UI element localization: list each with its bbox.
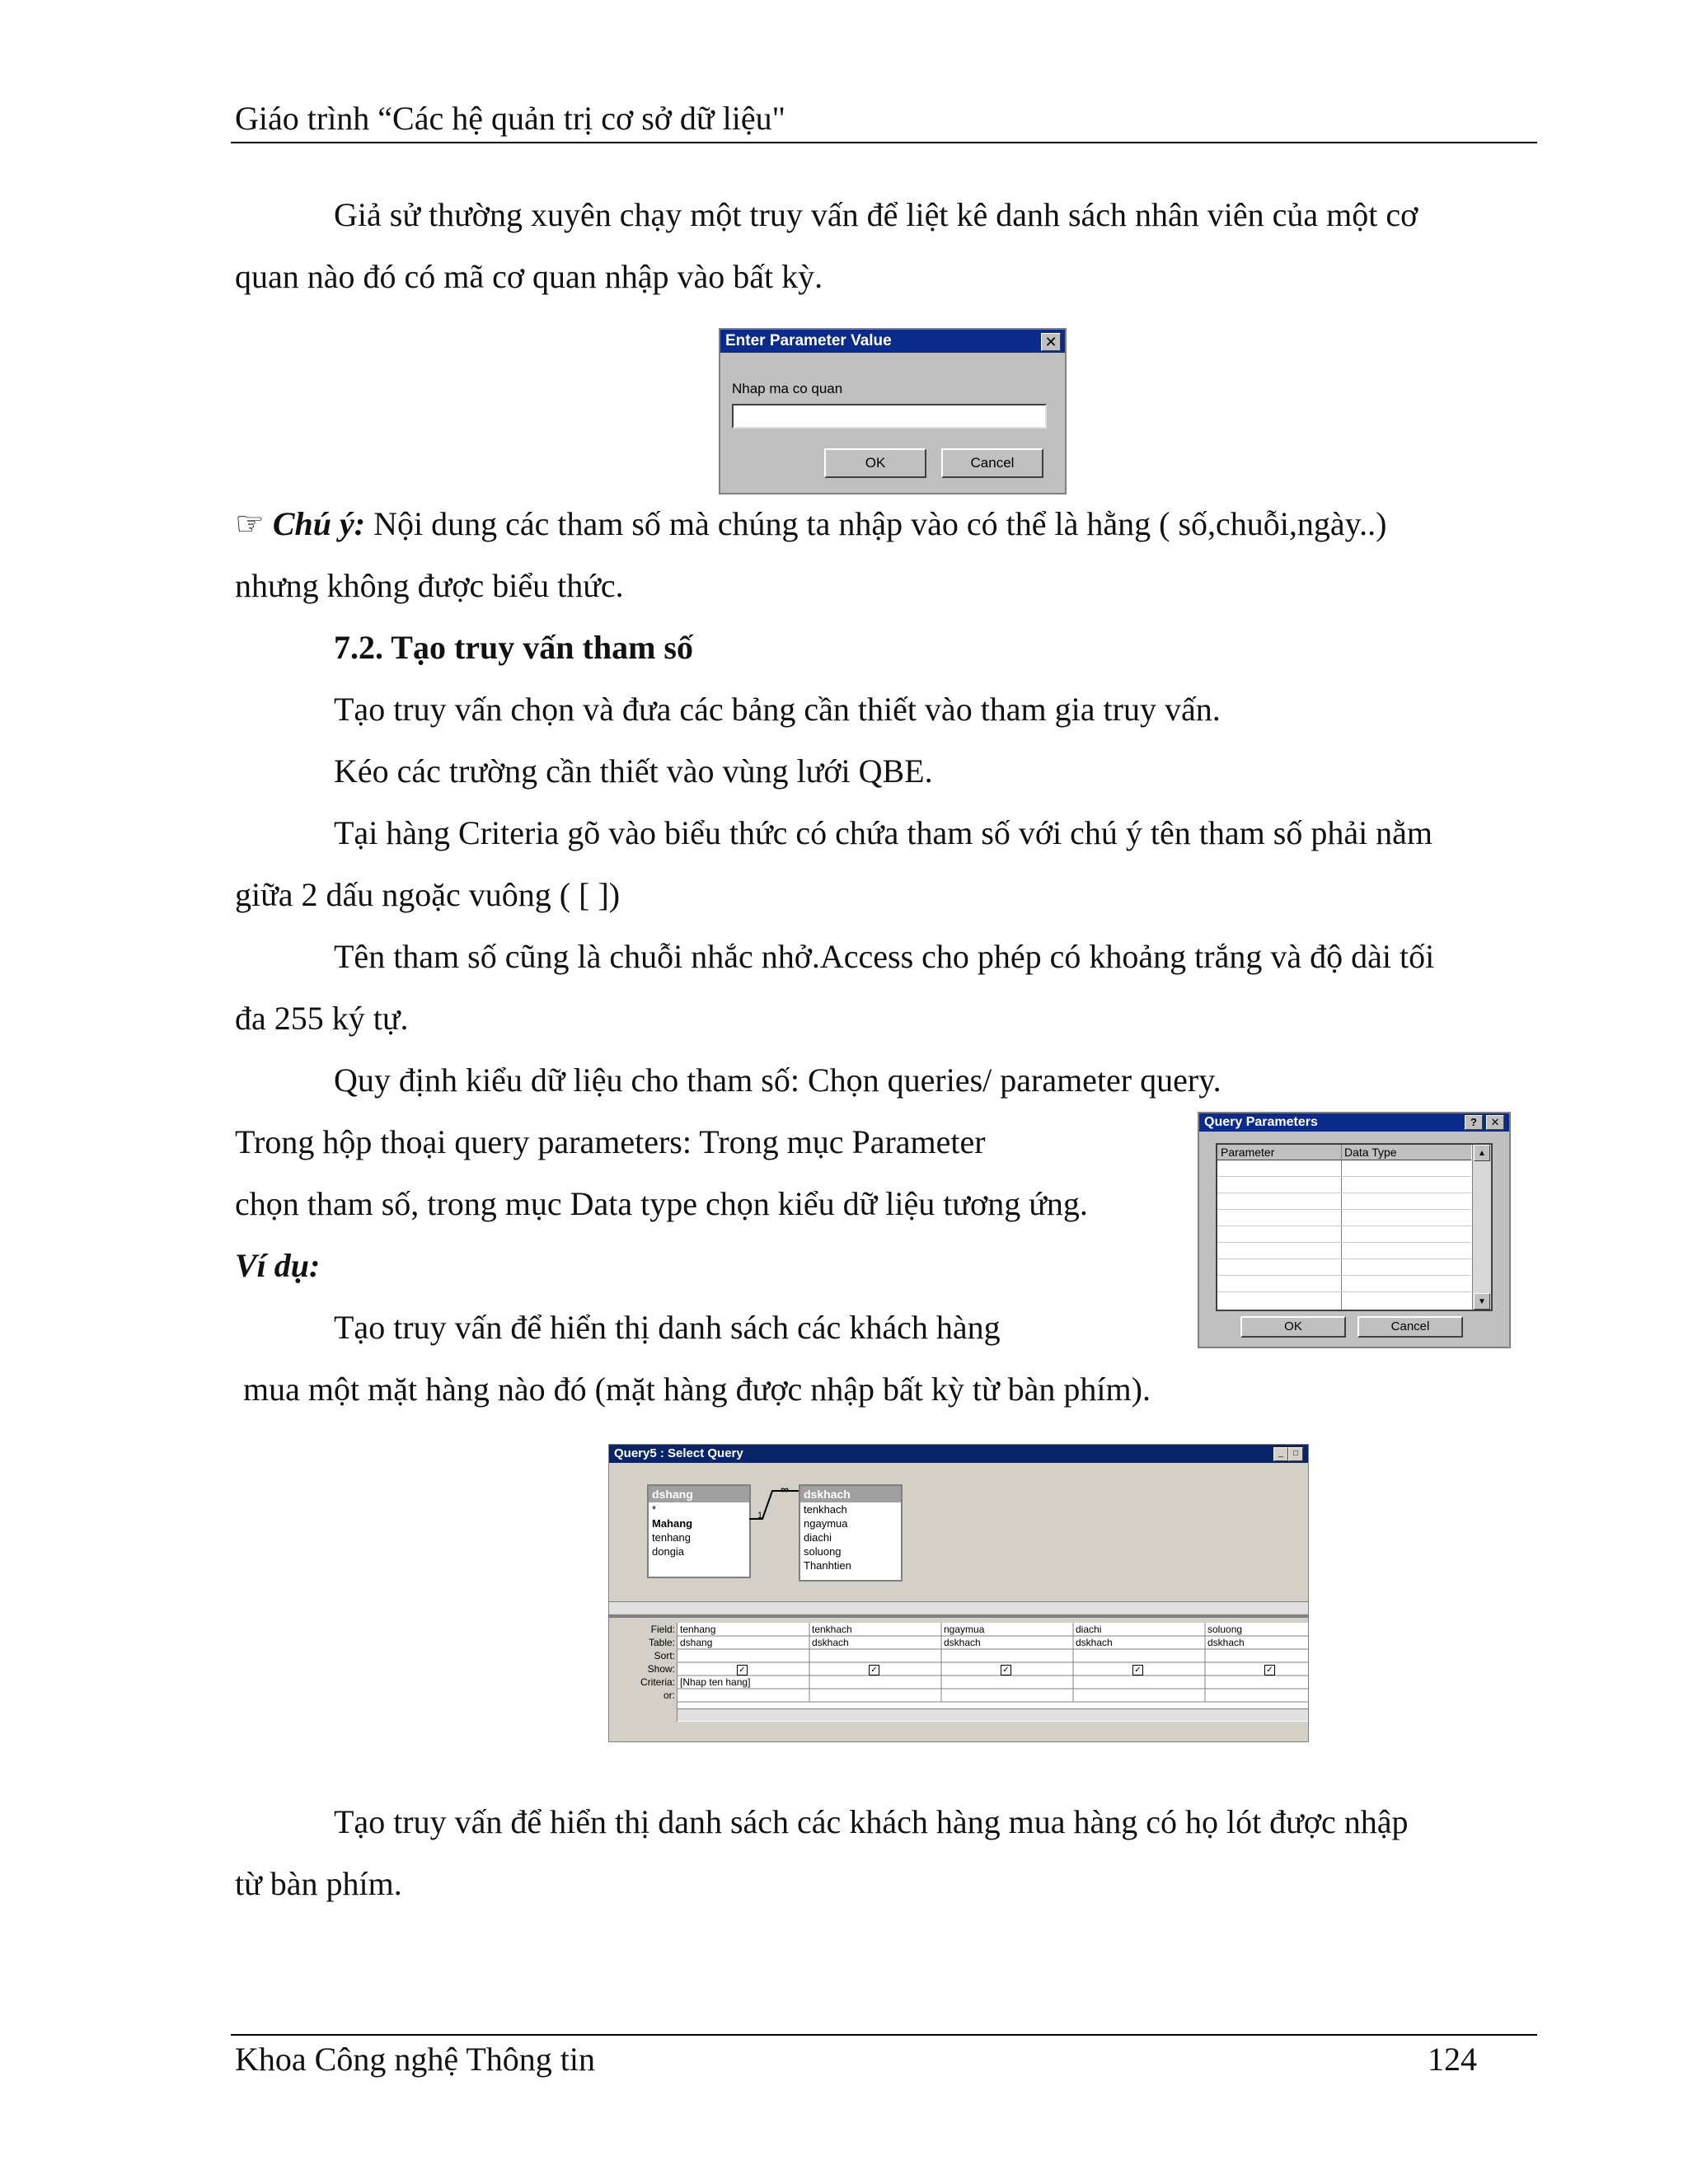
query-parameters-dialog xyxy=(1198,1112,1511,1348)
close-icon[interactable]: ✕ xyxy=(1041,333,1061,351)
footer-department: Khoa Công nghệ Thông tin xyxy=(235,2041,596,2078)
show-checkbox[interactable]: ✓ xyxy=(1264,1665,1275,1675)
cancel-button[interactable]: Cancel xyxy=(941,448,1043,478)
column-divider xyxy=(1341,1145,1342,1310)
grid-table[interactable]: dskhach xyxy=(1076,1637,1113,1648)
qbe-grid[interactable] xyxy=(677,1623,1309,1722)
grid-scrollbar[interactable] xyxy=(678,1708,1309,1721)
field-item-key[interactable]: Mahang xyxy=(652,1517,693,1530)
row-label-show: Show: xyxy=(647,1663,675,1675)
show-checkbox[interactable]: ✓ xyxy=(737,1665,748,1675)
show-checkbox[interactable]: ✓ xyxy=(869,1665,879,1675)
table-dshang[interactable] xyxy=(647,1484,751,1578)
grid-table[interactable]: dskhach xyxy=(944,1637,981,1648)
enter-parameter-dialog xyxy=(719,328,1067,494)
relation-one-label: 1 xyxy=(757,1511,763,1521)
grid-table[interactable]: dskhach xyxy=(1207,1637,1245,1648)
grid-field[interactable]: ngaymua xyxy=(944,1624,985,1635)
example-1-line-2: mua một mặt hàng nào đó (mặt hàng được nhập bất kỳ từ bàn phím). xyxy=(243,1371,1151,1408)
table-name: dshang xyxy=(649,1486,749,1502)
relationship-line xyxy=(748,1484,800,1534)
example-1-line-1: Tạo truy vấn để hiển thị danh sách các khách hàng xyxy=(334,1309,1001,1346)
parameters-grid[interactable] xyxy=(1216,1143,1493,1311)
query-design-window xyxy=(608,1444,1309,1742)
step-4-line-2: đa 255 ký tự. xyxy=(235,1000,409,1037)
example-label: Ví dụ: xyxy=(235,1247,321,1284)
field-item[interactable]: Thanhtien xyxy=(804,1559,851,1572)
scroll-down-icon[interactable]: ▼ xyxy=(1474,1293,1490,1310)
dialog-title: Enter Parameter Value xyxy=(720,330,1065,353)
field-item[interactable]: ngaymua xyxy=(804,1517,848,1530)
note-label: Chú ý: xyxy=(272,505,366,542)
qbe-row-labels xyxy=(609,1623,675,1702)
grid-field[interactable]: tenhang xyxy=(680,1624,716,1635)
note-line-1 xyxy=(235,504,1386,543)
cancel-button[interactable]: Cancel xyxy=(1357,1316,1463,1338)
grid-row[interactable] xyxy=(1217,1291,1471,1292)
example-2-line-2: từ bàn phím. xyxy=(235,1865,402,1902)
note-line-2: nhưng không được biểu thức. xyxy=(235,567,624,604)
intro-line-1: Giả sử thường xuyên chạy một truy vấn để liệt kê danh sách nhân viên của một cơ xyxy=(334,196,1418,233)
dialog-title: Query Parameters xyxy=(1199,1113,1509,1132)
ok-button[interactable]: OK xyxy=(824,448,926,478)
parameter-prompt: Nhap ma co quan xyxy=(732,381,843,396)
running-header: Giáo trình “Các hệ quản trị cơ sở dữ liệu" xyxy=(235,100,785,137)
maximize-icon[interactable]: □ xyxy=(1288,1447,1303,1461)
scroll-up-icon[interactable]: ▲ xyxy=(1474,1145,1490,1161)
grid-row[interactable] xyxy=(1217,1258,1471,1259)
grid-table[interactable]: dshang xyxy=(680,1637,713,1648)
grid-row[interactable] xyxy=(1217,1242,1471,1243)
field-item[interactable]: tenhang xyxy=(652,1531,691,1544)
row-label-criteria: Criteria: xyxy=(640,1676,675,1688)
grid-field[interactable]: diachi xyxy=(1076,1624,1102,1635)
field-item[interactable]: tenkhach xyxy=(804,1503,847,1516)
step-1: Tạo truy vấn chọn và đưa các bảng cần thiết vào tham gia truy vấn. xyxy=(334,691,1221,728)
grid-criteria[interactable]: [Nhap ten hang] xyxy=(680,1676,751,1688)
pointing-hand-icon: ☞ xyxy=(235,505,265,542)
grid-row[interactable] xyxy=(1217,1209,1471,1210)
grid-row[interactable] xyxy=(1217,1176,1471,1177)
show-checkbox[interactable]: ✓ xyxy=(1001,1665,1011,1675)
close-icon[interactable]: ✕ xyxy=(1486,1115,1504,1130)
window-title: Query5 : Select Query xyxy=(609,1445,1308,1463)
grid-table[interactable]: dskhach xyxy=(812,1637,849,1648)
step-6-line-1: Trong hộp thoại query parameters: Trong mục Parameter xyxy=(235,1123,986,1160)
vertical-scrollbar[interactable] xyxy=(1472,1145,1491,1310)
field-item[interactable]: diachi xyxy=(804,1531,832,1544)
field-item[interactable]: dongia xyxy=(652,1545,685,1558)
step-3-line-2: giữa 2 dấu ngoặc vuông ( [ ]) xyxy=(235,876,621,913)
step-6-line-2: chọn tham số, trong mục Data type chọn kiểu dữ liệu tương ứng. xyxy=(235,1185,1088,1222)
intro-line-2: quan nào đó có mã cơ quan nhập vào bất kỳ. xyxy=(235,258,823,295)
ok-button[interactable]: OK xyxy=(1240,1316,1346,1338)
example-2-line-1: Tạo truy vấn để hiển thị danh sách các khách hàng mua hàng có họ lót được nhập xyxy=(334,1803,1409,1840)
step-3-line-1: Tại hàng Criteria gõ vào biểu thức có chứa tham số với chú ý tên tham số phải nằm xyxy=(334,814,1433,851)
grid-field[interactable]: tenkhach xyxy=(812,1624,852,1635)
header-rule xyxy=(231,142,1537,143)
table-name: dskhach xyxy=(800,1486,901,1502)
grid-header xyxy=(1217,1145,1471,1160)
minimize-icon[interactable]: _ xyxy=(1273,1447,1288,1461)
help-icon[interactable]: ? xyxy=(1465,1115,1483,1130)
row-label-or: or: xyxy=(663,1690,675,1701)
note-text: Nội dung các tham số mà chúng ta nhập vào có thể là hằng ( số,chuỗi,ngày..) xyxy=(373,505,1387,542)
row-label-table: Table: xyxy=(648,1637,675,1648)
step-4-line-1: Tên tham số cũng là chuỗi nhắc nhở.Access cho phép có khoảng trắng và độ dài tối xyxy=(334,938,1435,975)
field-item[interactable]: * xyxy=(652,1503,657,1516)
footer-rule xyxy=(231,2034,1537,2036)
row-label-field: Field: xyxy=(650,1624,675,1635)
column-parameter: Parameter xyxy=(1221,1146,1275,1159)
step-5: Quy định kiểu dữ liệu cho tham số: Chọn queries/ parameter query. xyxy=(334,1062,1221,1099)
grid-field[interactable]: soluong xyxy=(1207,1624,1243,1635)
table-dskhach[interactable] xyxy=(799,1484,903,1582)
section-heading: 7.2. Tạo truy vấn tham số xyxy=(334,629,693,666)
show-checkbox[interactable]: ✓ xyxy=(1132,1665,1143,1675)
step-2: Kéo các trường cần thiết vào vùng lưới QBE. xyxy=(334,752,933,790)
upper-pane-scrollbar[interactable] xyxy=(609,1601,1308,1614)
grid-row[interactable] xyxy=(1217,1275,1471,1276)
relation-many-label: ∞ xyxy=(781,1483,789,1496)
parameter-input[interactable] xyxy=(732,404,1047,429)
field-item[interactable]: soluong xyxy=(804,1545,842,1558)
column-data-type: Data Type xyxy=(1344,1146,1397,1159)
pane-splitter[interactable] xyxy=(609,1615,1308,1618)
page-number: 124 xyxy=(1428,2041,1477,2078)
row-label-sort: Sort: xyxy=(654,1650,675,1661)
